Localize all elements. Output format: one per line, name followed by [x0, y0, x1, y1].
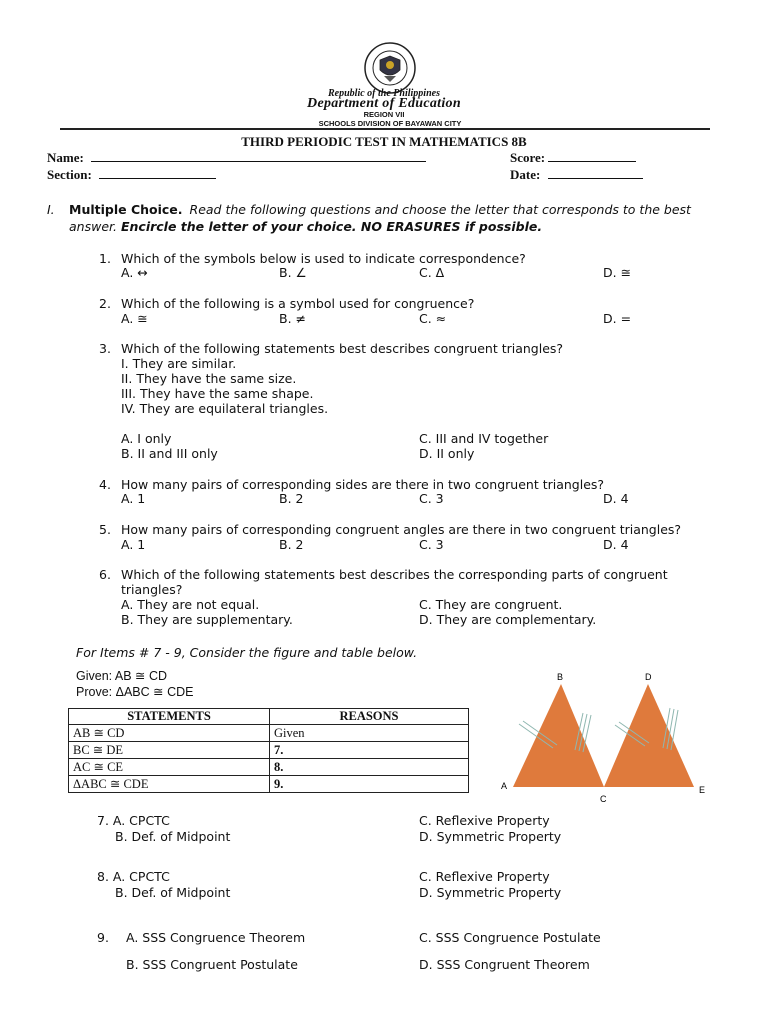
label-c: C: [600, 794, 607, 803]
q2-option-c[interactable]: C. ≈: [419, 311, 447, 326]
proof-header-row: [69, 709, 469, 725]
label-d: D: [645, 672, 652, 682]
table-row: [69, 725, 469, 742]
triangle-cde: [604, 684, 694, 787]
q3-option-d[interactable]: D. II only: [419, 446, 475, 461]
q8-option-a[interactable]: 8. A. CPCTC: [97, 869, 170, 884]
q9-option-b[interactable]: B. SSS Congruent Postulate: [126, 957, 298, 972]
q3-statement-1: I. They are similar.: [121, 356, 237, 371]
statement-cell: ΔABC ≅ CDE: [69, 776, 270, 793]
q2-option-a[interactable]: A. ≅: [121, 311, 148, 326]
test-title: THIRD PERIODIC TEST IN MATHEMATICS 8B: [241, 134, 527, 149]
q2-option-b[interactable]: B. ≠: [279, 311, 306, 326]
q6-number: 6.: [99, 567, 111, 582]
q4-option-c[interactable]: C. 3: [419, 491, 444, 506]
department-text: Department of Education: [307, 96, 461, 111]
q4-option-d[interactable]: D. 4: [603, 491, 629, 506]
q4-number: 4.: [99, 477, 111, 492]
q8-option-b[interactable]: B. Def. of Midpoint: [115, 885, 231, 900]
part-instr2b: Encircle the letter of your choice. NO ERASURES if possible.: [120, 219, 543, 234]
q2-number: 2.: [99, 296, 111, 311]
q5-option-a[interactable]: A. 1: [121, 537, 146, 552]
q1-option-b[interactable]: B. ∠: [279, 265, 307, 280]
q5-number: 5.: [99, 522, 111, 537]
q5-option-c[interactable]: C. 3: [419, 537, 444, 552]
q1-option-c[interactable]: C. Δ: [419, 265, 445, 280]
q2-text: Which of the following is a symbol used for congruence?: [121, 296, 475, 311]
region-text: REGION VII: [363, 110, 405, 119]
q5-option-d[interactable]: D. 4: [603, 537, 629, 552]
part-instructions-line2: [69, 219, 542, 234]
items79-intro: For Items # 7 - 9, Consider the figure and table below.: [76, 645, 418, 660]
q2-option-d[interactable]: D. =: [603, 311, 632, 326]
part-instr2a: answer.: [69, 219, 117, 234]
score-label: Score:: [510, 150, 546, 165]
section-line: [99, 166, 216, 179]
q4-option-a[interactable]: A. 1: [121, 491, 146, 506]
q3-statement-4: IV. They are equilateral triangles.: [121, 401, 329, 416]
reason-cell[interactable]: 7.: [270, 742, 469, 759]
q4-text: How many pairs of corresponding sides are there in two congruent triangles?: [121, 477, 605, 492]
name-label: Name:: [47, 150, 84, 165]
q1-text: Which of the symbols below is used to indicate correspondence?: [121, 251, 526, 266]
header-divider: [60, 128, 710, 130]
q7-option-d[interactable]: D. Symmetric Property: [419, 829, 562, 844]
q1-number: 1.: [99, 251, 111, 266]
proof-table: [68, 708, 469, 793]
division-text: SCHOOLS DIVISION OF BAYAWAN CITY: [318, 119, 462, 128]
section-field[interactable]: [47, 166, 216, 183]
name-line: [91, 149, 426, 162]
q3-text: Which of the following statements best describes congruent triangles?: [121, 341, 564, 356]
statement-cell: AB ≅ CD: [69, 725, 270, 742]
q3-statement-2: II. They have the same size.: [121, 371, 297, 386]
date-line: [548, 166, 643, 179]
section-label: Section:: [47, 167, 92, 182]
q3-option-b[interactable]: B. II and III only: [121, 446, 218, 461]
name-field[interactable]: [47, 149, 426, 166]
q6-text-cont: triangles?: [121, 582, 183, 597]
part-title: Multiple Choice.: [69, 202, 183, 217]
label-a: A: [501, 781, 508, 791]
prove-text: Prove: ΔABC ≅ CDE: [76, 685, 194, 699]
reasons-header: REASONS: [270, 709, 469, 725]
q6-option-d[interactable]: D. They are complementary.: [419, 612, 597, 627]
q1-option-a[interactable]: A. ↔: [121, 265, 148, 280]
given-text: Given: AB ≅ CD: [76, 669, 168, 683]
date-label: Date:: [510, 167, 541, 182]
label-e: E: [699, 785, 706, 795]
q3-number: 3.: [99, 341, 111, 356]
q9-option-d[interactable]: D. SSS Congruent Theorem: [419, 957, 590, 972]
q3-statement-3: III. They have the same shape.: [121, 386, 314, 401]
part-numeral: I.: [47, 202, 55, 217]
q6-option-a[interactable]: A. They are not equal.: [121, 597, 260, 612]
q9-number: 9.: [97, 930, 109, 945]
q7-option-a[interactable]: 7. A. CPCTC: [97, 813, 170, 828]
label-b: B: [557, 672, 564, 682]
q9-option-a[interactable]: A. SSS Congruence Theorem: [126, 930, 306, 945]
q7-option-b[interactable]: B. Def. of Midpoint: [115, 829, 231, 844]
part-instructions-line1: [69, 202, 691, 217]
q7-option-c[interactable]: C. Reflexive Property: [419, 813, 550, 828]
q1-option-d[interactable]: D. ≅: [603, 265, 632, 280]
triangle-abc: [513, 684, 604, 787]
q8-option-c[interactable]: C. Reflexive Property: [419, 869, 550, 884]
q6-text: Which of the following statements best describes the corresponding parts of congruent: [121, 567, 668, 582]
date-field[interactable]: [510, 166, 643, 183]
reason-cell[interactable]: 8.: [270, 759, 469, 776]
statement-cell: AC ≅ CE: [69, 759, 270, 776]
q5-text: How many pairs of corresponding congruent angles are there in two congruent triangles?: [121, 522, 682, 537]
score-line: [548, 149, 636, 162]
q8-option-d[interactable]: D. Symmetric Property: [419, 885, 562, 900]
q3-option-a[interactable]: A. I only: [121, 431, 172, 446]
q3-option-c[interactable]: C. III and IV together: [419, 431, 549, 446]
q5-option-b[interactable]: B. 2: [279, 537, 304, 552]
reason-cell: Given: [270, 725, 469, 742]
reason-cell[interactable]: 9.: [270, 776, 469, 793]
statements-header: STATEMENTS: [69, 709, 270, 725]
part-instr1: Read the following questions and choose the letter that corresponds to the best: [189, 202, 691, 217]
triangles-figure: [495, 668, 715, 803]
republic-text: Republic of the Philippines: [328, 88, 440, 99]
table-row: [69, 759, 469, 776]
score-field[interactable]: [510, 149, 636, 166]
q6-option-b[interactable]: B. They are supplementary.: [121, 612, 293, 627]
q6-option-c[interactable]: C. They are congruent.: [419, 597, 563, 612]
q4-option-b[interactable]: B. 2: [279, 491, 304, 506]
statement-cell: BC ≅ DE: [69, 742, 270, 759]
deped-seal: [354, 42, 426, 94]
table-row: [69, 776, 469, 793]
q9-option-c[interactable]: C. SSS Congruence Postulate: [419, 930, 601, 945]
table-row: [69, 742, 469, 759]
